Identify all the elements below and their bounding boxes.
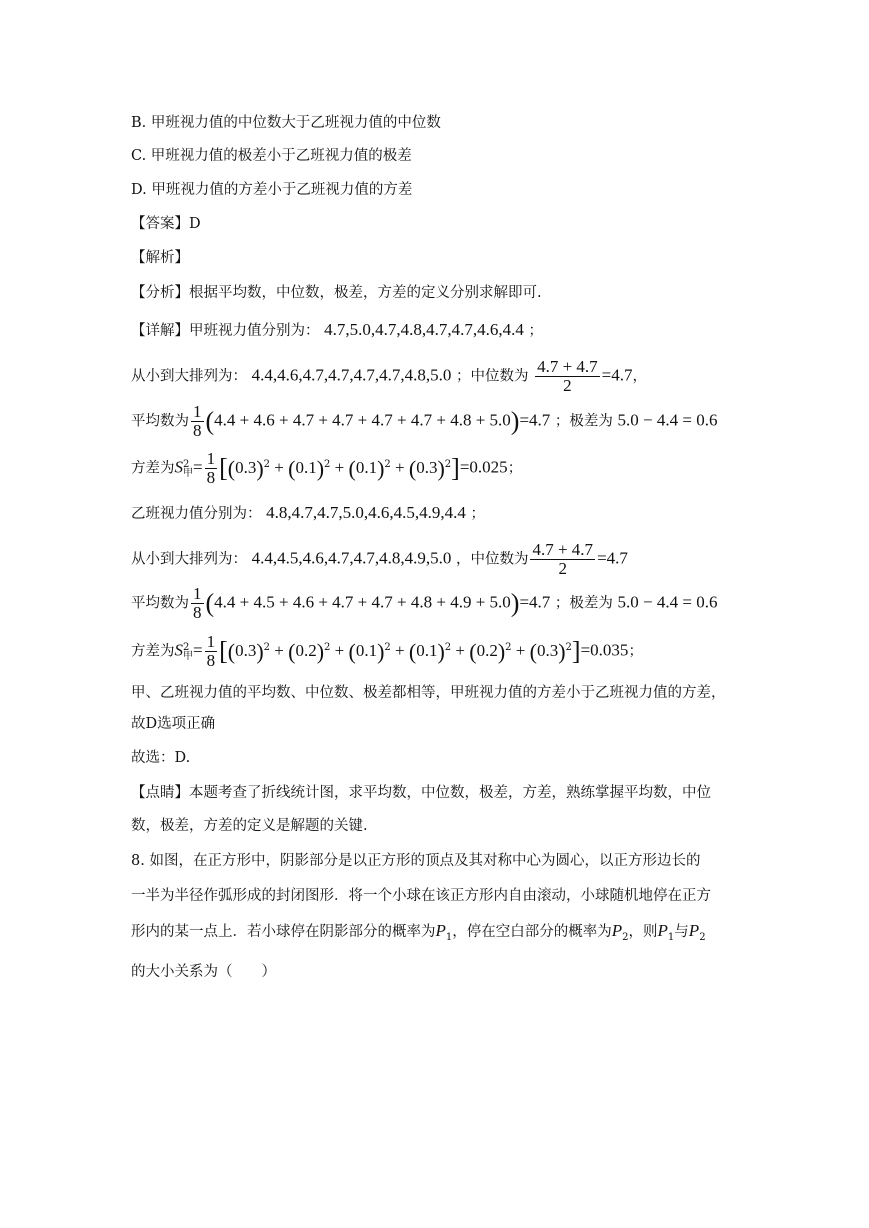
p1-symbol: P: [657, 921, 668, 940]
median-label: ，中位数为: [455, 551, 529, 568]
left-paren: (: [348, 638, 356, 664]
p1-symbol: P: [435, 921, 446, 940]
median-numerator: 4.7 + 4.7: [537, 357, 598, 376]
question-8-line-3: [131, 921, 706, 948]
denominator: 8: [193, 603, 202, 622]
comma: ，: [632, 368, 648, 385]
median-denominator: 2: [563, 376, 572, 395]
right-bracket: ]: [451, 453, 460, 483]
semicolon: ；: [528, 323, 543, 339]
median-result: =4.7: [601, 365, 633, 385]
median-denominator: 2: [558, 559, 568, 578]
square-exponent: 2: [444, 458, 452, 470]
left-paren: (: [288, 638, 296, 664]
option-c: C. 甲班视力值的极差小于乙班视力值的极差: [131, 148, 412, 164]
plus-sign: +: [270, 457, 289, 477]
choose: 故选：D.: [131, 750, 191, 766]
plus-sign: +: [390, 457, 409, 477]
yi-prefix: 乙班视力值分别为：: [131, 506, 262, 522]
sort-prefix: 从小到大排列为：: [131, 551, 247, 568]
one-eighth-fraction: [205, 450, 218, 487]
sub-jia: 甲: [183, 650, 193, 662]
q8-text-c: ，则: [628, 924, 658, 940]
variance-term-value: 0.1: [295, 457, 317, 477]
one-eighth-fraction: [191, 585, 204, 622]
variance-term-value: 0.2: [295, 640, 317, 660]
right-paren: ): [256, 455, 264, 481]
plus-sign: +: [270, 640, 289, 660]
right-paren: ): [437, 455, 445, 481]
median-numerator: 4.7 + 4.7: [532, 540, 594, 559]
yi-sum: 4.4 + 4.5 + 4.6 + 4.7 + 4.7 + 4.8 + 4.9 + 5.0: [214, 592, 511, 612]
jia-sum: 4.4 + 4.6 + 4.7 + 4.7 + 4.7 + 4.7 + 4.8 + 5.0: [214, 410, 511, 430]
jia-variance-terms: [227, 455, 452, 481]
left-paren: (: [348, 455, 356, 481]
yi-variance-result: =0.035: [580, 640, 629, 660]
var-label: 方差为: [131, 460, 175, 477]
mean-result: =4.7: [519, 410, 551, 430]
right-paren: ): [316, 455, 325, 481]
semicolon: ；: [628, 643, 643, 660]
right-bracket: ]: [571, 636, 581, 666]
jia-values: 4.7,5.0,4.7,4.8,4.7,4.7,4.6,4.4: [324, 320, 524, 339]
right-paren: ): [510, 406, 520, 436]
yi-values-line: [131, 503, 485, 524]
right-paren: ): [256, 638, 264, 664]
plus-sign: +: [390, 640, 409, 660]
p2-subscript: 2: [699, 931, 706, 943]
var-label: 方差为: [131, 643, 175, 660]
denominator: 8: [193, 421, 202, 440]
one-eighth-fraction: [205, 633, 218, 670]
jia-variance-result: =0.025: [459, 457, 508, 477]
square-exponent: 2: [324, 641, 331, 653]
sub-jia: 甲: [183, 467, 193, 479]
yi-sorted: 4.4,4.5,4.6,4.7,4.7,4.8,4.9,5.0: [251, 548, 452, 568]
yi-values: 4.8,4.7,4.7,5.0,4.6,4.5,4.9,4.4: [266, 503, 466, 522]
option-d: D. 甲班视力值的方差小于乙班视力值的方差: [131, 182, 413, 198]
variance-term-value: 0.3: [536, 640, 559, 660]
variance-symbol: S: [174, 640, 183, 660]
p2-symbol: P: [688, 921, 700, 940]
variance-term-value: 0.2: [476, 640, 498, 660]
range-expr: 5.0 − 4.4 = 0.6: [617, 410, 718, 430]
square-exponent: 2: [444, 641, 452, 653]
plus-sign: +: [330, 457, 349, 477]
sort-prefix: 从小到大排列为：: [131, 368, 247, 385]
median-fraction: [535, 358, 600, 395]
sup-2: 2: [183, 641, 190, 653]
jia-mean-line: [131, 403, 717, 440]
conclusion-2: 故D选项正确: [131, 716, 216, 732]
square-exponent: 2: [263, 458, 271, 470]
left-paren: (: [408, 638, 417, 664]
answer: 【答案】D: [131, 216, 201, 232]
right-paren: ): [510, 588, 520, 618]
numerator: 1: [193, 584, 202, 603]
variance-term-value: 0.1: [355, 457, 378, 477]
equals: =: [193, 640, 203, 660]
range-expr: 5.0 − 4.4 = 0.6: [617, 592, 718, 612]
left-paren: (: [205, 406, 215, 436]
variance-term-value: 0.3: [235, 457, 257, 477]
q8-text-b: ，停在空白部分的概率为: [452, 924, 612, 940]
square-exponent: 2: [384, 641, 391, 653]
sup-2: 2: [183, 458, 190, 470]
xiangjie-line: [131, 320, 543, 341]
square-exponent: 2: [565, 641, 572, 653]
q8-text-d: 与: [674, 924, 689, 940]
plus-sign: +: [330, 640, 349, 660]
mean-label: 平均数为: [131, 595, 189, 612]
square-exponent: 2: [324, 458, 331, 470]
variance-symbol: S: [174, 457, 183, 477]
range-label: ；极差为: [554, 595, 613, 612]
semicolon: ；: [507, 460, 523, 477]
one-eighth-fraction: [191, 403, 204, 440]
variance-term-value: 0.1: [355, 640, 378, 660]
yi-mean-line: [131, 585, 717, 622]
fenxi-text: 【分析】根据平均数，中位数，极差，方差的定义分别求解即可.: [131, 285, 542, 301]
left-paren: (: [288, 455, 296, 481]
left-paren: (: [529, 638, 537, 664]
dianjing: 【点睛】本题考查了折线统计图，求平均数，中位数，极差，方差，熟练掌握平均数，中位: [131, 785, 711, 801]
jia-sorted-line: [131, 358, 647, 395]
q8-text-a: 形内的某一点上．若小球停在阴影部分的概率为: [131, 924, 436, 940]
question-8-line-2: 一半为半径作弧形成的封闭图形．将一个小球在该正方形内自由滚动，小球随机地停在正方: [131, 888, 711, 904]
question-8-line-1: 8. 如图，在正方形中，阴影部分是以正方形的顶点及其对称中心为圆心，以正方形边长的: [131, 853, 701, 869]
denominator: 8: [206, 651, 216, 670]
left-paren: (: [408, 455, 417, 481]
yi-variance-line: [131, 633, 643, 670]
semicolon: ；: [470, 506, 485, 522]
equals: =: [193, 457, 203, 477]
right-paren: ): [377, 638, 385, 664]
left-paren: (: [227, 638, 236, 664]
right-paren: ): [558, 638, 566, 664]
mean-result: =4.7: [519, 592, 551, 612]
right-paren: ): [377, 455, 385, 481]
p2-subscript: 2: [622, 931, 629, 943]
variance-term-value: 0.3: [235, 640, 257, 660]
left-bracket: [: [219, 453, 228, 483]
yi-sorted-line: [131, 541, 628, 578]
plus-sign: +: [511, 640, 530, 660]
conclusion: 甲、乙班视力值的平均数、中位数、极差都相等，甲班视力值的方差小于乙班视力值的方差，: [131, 685, 726, 701]
left-bracket: [: [219, 636, 228, 666]
denominator: 8: [206, 468, 216, 487]
mean-label: 平均数为: [131, 413, 189, 430]
variance-term-value: 0.3: [416, 457, 438, 477]
left-paren: (: [469, 638, 477, 664]
p1-subscript: 1: [667, 931, 675, 943]
left-paren: (: [227, 455, 236, 481]
variance-term-value: 0.1: [416, 640, 438, 660]
median-fraction: [530, 541, 595, 578]
numerator: 1: [206, 632, 216, 651]
right-paren: ): [316, 638, 325, 664]
p1-subscript: 1: [445, 931, 453, 943]
question-8-line-4: 的大小关系为（ ）: [131, 964, 276, 980]
square-exponent: 2: [505, 641, 512, 653]
dianjing-2: 数，极差，方差的定义是解题的关键.: [131, 818, 368, 834]
jia-sorted: 4.4,4.6,4.7,4.7,4.7,4.7,4.8,5.0: [251, 365, 452, 385]
right-paren: ): [437, 638, 445, 664]
xiangjie-prefix: 【详解】甲班视力值分别为：: [131, 323, 320, 339]
square-exponent: 2: [263, 641, 271, 653]
yi-variance-terms: [227, 638, 572, 664]
median-result: =4.7: [597, 548, 628, 568]
p2-symbol: P: [611, 921, 623, 940]
median-label: ；中位数为: [455, 368, 529, 385]
square-exponent: 2: [384, 458, 391, 470]
left-paren: (: [205, 588, 215, 618]
jia-variance-line: [131, 450, 522, 487]
plus-sign: +: [451, 640, 470, 660]
numerator: 1: [193, 402, 202, 421]
numerator: 1: [206, 449, 216, 468]
option-b: B. 甲班视力值的中位数大于乙班视力值的中位数: [131, 115, 441, 131]
range-label: ；极差为: [554, 413, 613, 430]
analysis-heading: 【解析】: [131, 250, 189, 266]
right-paren: ): [497, 638, 506, 664]
